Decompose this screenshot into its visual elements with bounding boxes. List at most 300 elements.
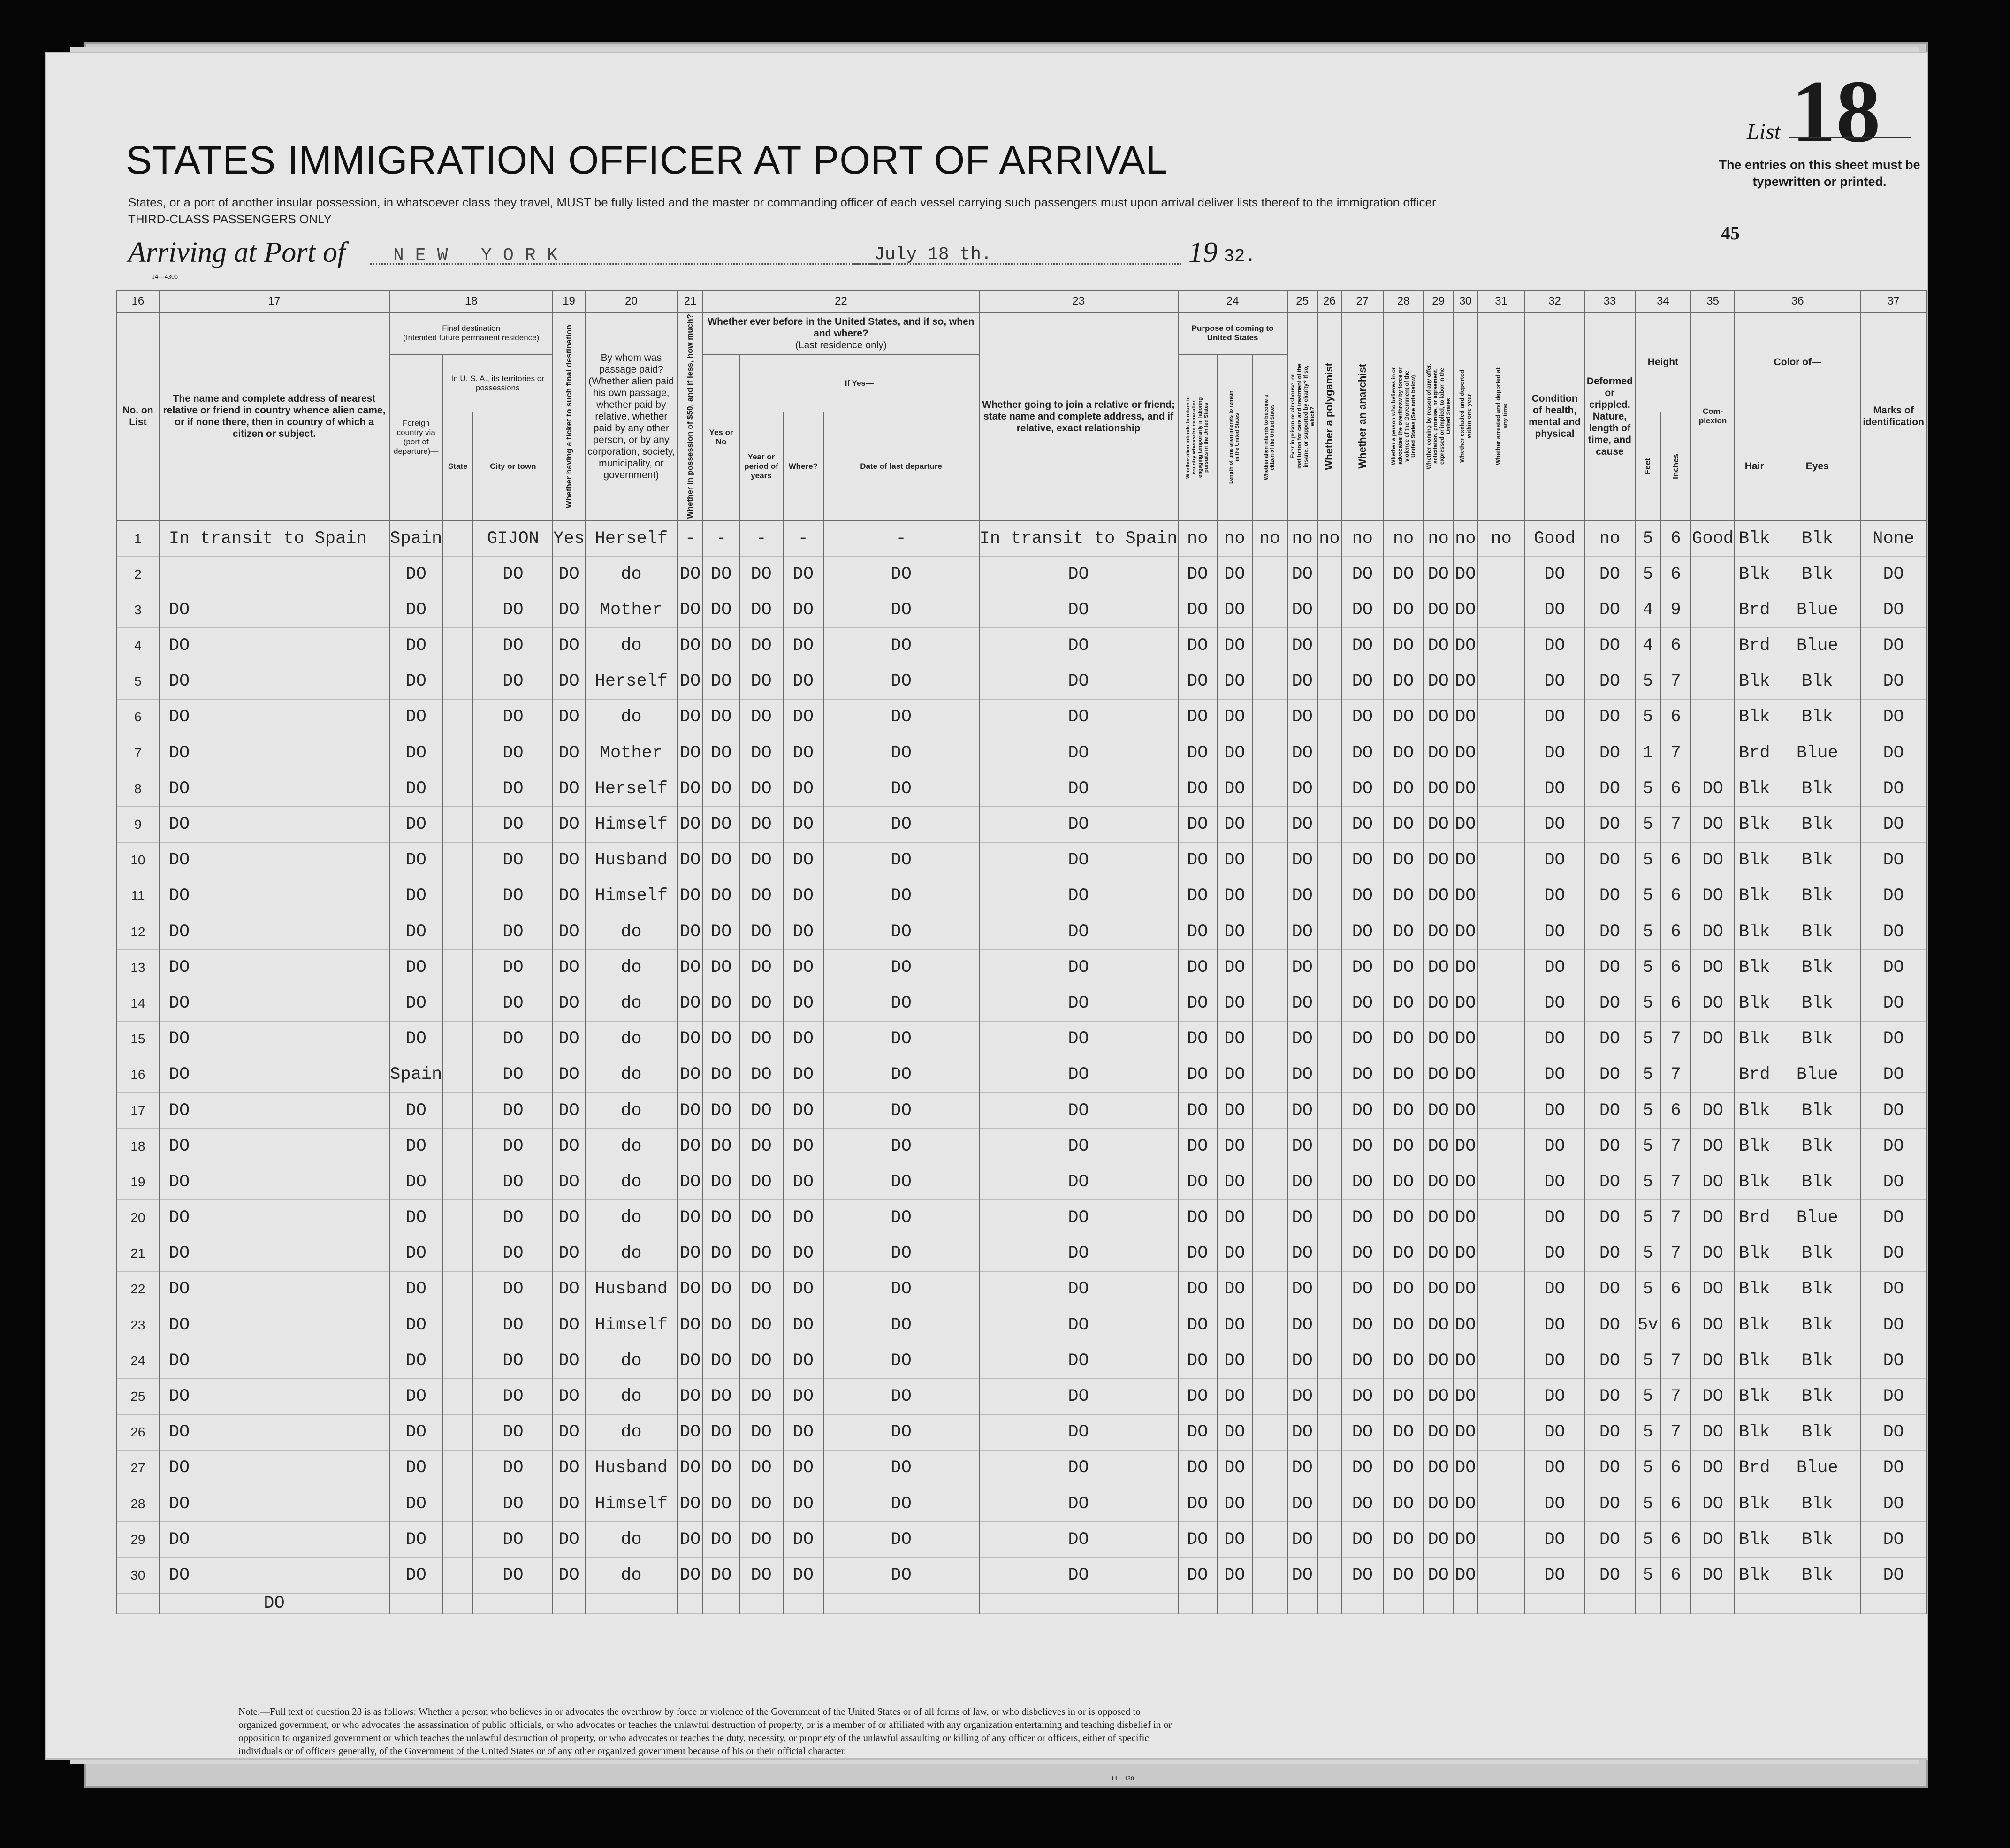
cell-paid-by: do <box>585 1164 678 1200</box>
cell-date-departure: DO <box>823 914 979 949</box>
cell-eyes: Blk <box>1774 842 1860 878</box>
cell-purpose-b: no <box>1217 520 1252 556</box>
header-usa: In U. S. A., its territories or possessions <box>442 354 553 412</box>
cell-excluded: DO <box>1454 771 1477 807</box>
cell-prison: no <box>1287 520 1317 556</box>
cell-inches: 7 <box>1660 1379 1691 1414</box>
cell-hair: Blk <box>1735 1522 1774 1558</box>
cell-arrested <box>1477 1450 1525 1486</box>
cell-overthrow: DO <box>1384 1450 1424 1486</box>
cell-anarchist: DO <box>1341 771 1383 807</box>
cell-polygamist <box>1317 985 1341 1021</box>
cell-contract-labor: DO <box>1424 1057 1454 1092</box>
cell-condition: DO <box>1525 878 1584 914</box>
cell-contract-labor: DO <box>1424 1021 1454 1057</box>
cell-deformed: DO <box>1584 914 1635 949</box>
cell-foreign-country: DO <box>389 1450 442 1486</box>
cell-feet: 5 <box>1635 1129 1660 1164</box>
cell-anarchist: DO <box>1341 1379 1383 1414</box>
cell-complexion: DO <box>1691 1307 1735 1343</box>
cell-excluded: DO <box>1454 1271 1477 1307</box>
header-complexion: Com-plexion <box>1691 312 1735 520</box>
cell-inches: 9 <box>1660 592 1691 628</box>
cell-join-relative: DO <box>979 842 1178 878</box>
cell-purpose-c <box>1252 1021 1287 1057</box>
empty-cell <box>1341 1593 1383 1613</box>
cell-ever-before: DO <box>703 1450 739 1486</box>
cell-state <box>442 699 473 735</box>
header-nearest-relative: The name and complete address of nearest relative or friend in country whence alien came, or if none there, then in country of which a citizen or subject. <box>159 312 389 520</box>
cell-arrested <box>1477 664 1525 699</box>
cell-purpose-b: DO <box>1217 1129 1252 1164</box>
cell-deformed: DO <box>1584 1021 1635 1057</box>
list-label: List <box>1747 119 1781 144</box>
cell-purpose-a: DO <box>1178 914 1217 949</box>
cell-city: DO <box>473 985 553 1021</box>
cell-nearest-relative: DO <box>159 1307 389 1343</box>
cell-year-period: DO <box>739 1092 783 1128</box>
empty-cell <box>739 1593 783 1613</box>
cell-prison: DO <box>1287 1307 1317 1343</box>
cell-marks: DO <box>1860 1236 1926 1271</box>
empty-cell <box>1660 1593 1691 1613</box>
cell-contract-labor: no <box>1424 520 1454 556</box>
cell-deformed: DO <box>1584 1379 1635 1414</box>
cell-hair: Blk <box>1735 1021 1774 1057</box>
cell-anarchist: no <box>1341 520 1383 556</box>
cell-purpose-b: DO <box>1217 1414 1252 1450</box>
cell-inches: 7 <box>1660 1129 1691 1164</box>
cell-state <box>442 1021 473 1057</box>
cell-marks: DO <box>1860 735 1926 771</box>
cell-marks: DO <box>1860 914 1926 949</box>
cell-ticket: DO <box>553 1129 585 1164</box>
header-inches: Inches <box>1660 412 1691 520</box>
cell-paid-by: do <box>585 1021 678 1057</box>
header-hair: Hair <box>1735 412 1774 520</box>
header-final-destination-label: Final destination <box>442 324 501 333</box>
cell-ever-before: DO <box>703 1558 739 1593</box>
form-code: 14—430b <box>152 274 178 281</box>
table-row <box>117 1021 1926 1057</box>
cell-deformed: DO <box>1584 1486 1635 1521</box>
cell-year-period: DO <box>739 592 783 628</box>
cell-contract-labor: DO <box>1424 699 1454 735</box>
cell-condition: DO <box>1525 950 1584 985</box>
table-row <box>117 1092 1926 1128</box>
cell-feet: 4 <box>1635 628 1660 664</box>
cell-condition: DO <box>1525 1057 1584 1092</box>
cell-date-departure: DO <box>823 1307 979 1343</box>
cell-inches: 7 <box>1660 1236 1691 1271</box>
cell-where: - <box>783 520 823 556</box>
cell-prison: DO <box>1287 950 1317 985</box>
cell-nearest-relative: DO <box>159 1092 389 1128</box>
cell-excluded: DO <box>1454 1558 1477 1593</box>
cell-overthrow: DO <box>1384 735 1424 771</box>
cell-purpose-a: DO <box>1178 1522 1217 1558</box>
header-condition: Condition of health, mental and physical <box>1525 312 1584 520</box>
cell-eyes: Blue <box>1774 1200 1860 1236</box>
cell-state <box>442 1450 473 1486</box>
cell-ever-before: DO <box>703 1164 739 1200</box>
cell-nearest-relative: DO <box>159 1343 389 1379</box>
cell-nearest-relative: DO <box>159 735 389 771</box>
cell-join-relative: DO <box>979 1129 1178 1164</box>
header-date-departure: Date of last departure <box>823 412 979 520</box>
cell-marks: DO <box>1860 1558 1926 1593</box>
cell-foreign-country: DO <box>389 1343 442 1379</box>
cell-polygamist <box>1317 628 1341 664</box>
cell-money: DO <box>678 1129 703 1164</box>
cell-prison: DO <box>1287 1164 1317 1200</box>
cell-anarchist: DO <box>1341 1558 1383 1593</box>
cell-hair: Blk <box>1735 1236 1774 1271</box>
cell-hair: Brd <box>1735 1057 1774 1092</box>
cell-ever-before: DO <box>703 592 739 628</box>
cell-foreign-country: Spain <box>389 1057 442 1092</box>
cell-hair: Blk <box>1735 878 1774 914</box>
cell-money: DO <box>678 664 703 699</box>
cell-date-departure: DO <box>823 1450 979 1486</box>
manifest-sheet <box>45 52 1928 1782</box>
cell-condition: DO <box>1525 1021 1584 1057</box>
cell-anarchist: DO <box>1341 592 1383 628</box>
cell-complexion: DO <box>1691 985 1735 1021</box>
cell-nearest-relative: DO <box>159 1379 389 1414</box>
cell-arrested <box>1477 914 1525 949</box>
cell-condition: DO <box>1525 1200 1584 1236</box>
cell-state <box>442 1343 473 1379</box>
header-color-of: Color of— <box>1735 312 1860 412</box>
cell-paid-by: do <box>585 557 678 592</box>
cell-ticket: DO <box>553 1558 585 1593</box>
cell-overthrow: DO <box>1384 1200 1424 1236</box>
cell-contract-labor: DO <box>1424 1307 1454 1343</box>
cell-eyes: Blk <box>1774 1558 1860 1593</box>
cell-purpose-a: DO <box>1178 699 1217 735</box>
table-row <box>117 1057 1926 1092</box>
cell-contract-labor: DO <box>1424 1343 1454 1379</box>
cell-paid-by: do <box>585 1558 678 1593</box>
cell-state <box>442 628 473 664</box>
cell-polygamist <box>1317 1379 1341 1414</box>
cell-inches: 6 <box>1660 914 1691 949</box>
table-row <box>117 950 1926 985</box>
cell-hair: Blk <box>1735 664 1774 699</box>
cell-inches: 7 <box>1660 1164 1691 1200</box>
cell-join-relative: DO <box>979 771 1178 807</box>
cell-anarchist: DO <box>1341 1164 1383 1200</box>
cell-where: DO <box>783 1092 823 1128</box>
cell-ticket: DO <box>553 878 585 914</box>
cell-nearest-relative: In transit to Spain <box>159 520 389 556</box>
cell-paid-by: do <box>585 699 678 735</box>
empty-cell <box>553 1593 585 1613</box>
cell-hair: Brd <box>1735 735 1774 771</box>
cell-join-relative: DO <box>979 985 1178 1021</box>
col-num: 20 <box>585 290 678 312</box>
cell-money: DO <box>678 842 703 878</box>
col-num: 30 <box>1454 290 1477 312</box>
cell-deformed: DO <box>1584 1522 1635 1558</box>
cell-city: DO <box>473 1522 553 1558</box>
cell-inches: 6 <box>1660 985 1691 1021</box>
cell-join-relative: DO <box>979 950 1178 985</box>
cell-purpose-b: DO <box>1217 1558 1252 1593</box>
cell-contract-labor: DO <box>1424 1200 1454 1236</box>
cell-join-relative: DO <box>979 1522 1178 1558</box>
cell-complexion: DO <box>1691 1200 1735 1236</box>
cell-state <box>442 985 473 1021</box>
cell-prison: DO <box>1287 771 1317 807</box>
cell-overthrow: DO <box>1384 592 1424 628</box>
cell-money: DO <box>678 1307 703 1343</box>
cell-polygamist <box>1317 1450 1341 1486</box>
cell-foreign-country: DO <box>389 628 442 664</box>
cell-state <box>442 1200 473 1236</box>
table-row <box>117 1486 1926 1521</box>
cell-hair: Blk <box>1735 1343 1774 1379</box>
row-number: 5 <box>117 664 159 699</box>
cell-complexion: DO <box>1691 1092 1735 1128</box>
cell-excluded: DO <box>1454 1092 1477 1128</box>
cell-arrested <box>1477 1414 1525 1450</box>
cell-eyes: Blk <box>1774 1236 1860 1271</box>
cell-overthrow: DO <box>1384 1236 1424 1271</box>
cell-excluded: DO <box>1454 699 1477 735</box>
cell-marks: DO <box>1860 1486 1926 1521</box>
cell-where: DO <box>783 699 823 735</box>
cell-excluded: DO <box>1454 1414 1477 1450</box>
cell-marks: DO <box>1860 878 1926 914</box>
col-num: 32 <box>1525 290 1584 312</box>
cell-purpose-c <box>1252 557 1287 592</box>
cell-contract-labor: DO <box>1424 950 1454 985</box>
cell-purpose-c <box>1252 1271 1287 1307</box>
header-polygamist: Whether a polygamist <box>1317 312 1341 520</box>
cell-anarchist: DO <box>1341 1414 1383 1450</box>
cell-ever-before: DO <box>703 878 739 914</box>
cell-polygamist <box>1317 1021 1341 1057</box>
row-number: 2 <box>117 557 159 592</box>
cell-eyes: Blk <box>1774 1414 1860 1450</box>
cell-join-relative: DO <box>979 1271 1178 1307</box>
cell-feet: 5 <box>1635 664 1660 699</box>
col-num: 28 <box>1384 290 1424 312</box>
page-title: STATES IMMIGRATION OFFICER AT PORT OF ARRIVAL <box>126 138 1168 182</box>
cell-ever-before: DO <box>703 664 739 699</box>
cell-money: DO <box>678 1343 703 1379</box>
cell-complexion: DO <box>1691 771 1735 807</box>
list-number: 18 <box>1791 62 1881 161</box>
cell-join-relative: In transit to Spain <box>979 520 1178 556</box>
row-number: 6 <box>117 699 159 735</box>
cell-condition: DO <box>1525 1522 1584 1558</box>
cell-contract-labor: DO <box>1424 1129 1454 1164</box>
cell-condition: DO <box>1525 557 1584 592</box>
cell-where: DO <box>783 1057 823 1092</box>
cell-feet: 5 <box>1635 1164 1660 1200</box>
cell-contract-labor: DO <box>1424 1092 1454 1128</box>
cell-purpose-a: DO <box>1178 985 1217 1021</box>
cell-overthrow: DO <box>1384 1092 1424 1128</box>
cell-prison: DO <box>1287 985 1317 1021</box>
cell-purpose-c <box>1252 664 1287 699</box>
cell-marks: DO <box>1860 1271 1926 1307</box>
row-number: 14 <box>117 985 159 1021</box>
cell-purpose-c <box>1252 807 1287 842</box>
cell-join-relative: DO <box>979 1057 1178 1092</box>
cell-polygamist <box>1317 950 1341 985</box>
cell-prison: DO <box>1287 1486 1317 1521</box>
cell-date-departure: DO <box>823 699 979 735</box>
footer-note: Note.—Full text of question 28 is as follows: Whether a person who believes in or advocates the overthrow by force or violence of the Government of the United States or of all forms of law, or who disbelieves in or is opposed to organized government, or who advocates the assassination of public officials, or who advocates or teaches the unlawful destruction of property, or is a member of or affiliated with any organization entertaining and teaching disbelief in or opposition to organized government or which teaches the unlawful destruction of property, or who advocates or teaches the duty, necessity, or propriety of the unlawful assaulting or killing of any officer or officers, either of specific individuals or of officers generally, of the Government of the United States or of any other organized government because of his or their official character. <box>238 1706 1172 1756</box>
cell-purpose-a: DO <box>1178 1343 1217 1379</box>
cell-hair: Blk <box>1735 699 1774 735</box>
cell-ticket: DO <box>553 1379 585 1414</box>
cell-where: DO <box>783 592 823 628</box>
header-paid-by-label: By whom was passage paid? <box>599 352 663 375</box>
row-number: 16 <box>117 1057 159 1092</box>
cell-inches: 6 <box>1660 628 1691 664</box>
cell-marks: DO <box>1860 1164 1926 1200</box>
cell-contract-labor: DO <box>1424 1379 1454 1414</box>
header-paid-by-note: (Whether alien paid his own passage, whether paid by relative, whether paid by any other person, or by any corporation, society, municipality, or government) <box>587 375 675 481</box>
cell-ticket: DO <box>553 985 585 1021</box>
cell-eyes: Blk <box>1774 1271 1860 1307</box>
cell-where: DO <box>783 950 823 985</box>
row-number: 1 <box>117 520 159 556</box>
cell-eyes: Blk <box>1774 1307 1860 1343</box>
row-number: 23 <box>117 1307 159 1343</box>
cell-overthrow: DO <box>1384 1057 1424 1092</box>
cell-year-period: DO <box>739 1343 783 1379</box>
cell-polygamist <box>1317 664 1341 699</box>
cell-purpose-a: DO <box>1178 807 1217 842</box>
cell-money: DO <box>678 1414 703 1450</box>
cell-hair: Blk <box>1735 1271 1774 1307</box>
cell-nearest-relative: DO <box>159 1558 389 1593</box>
empty-cell <box>1424 1593 1454 1613</box>
cell-arrested <box>1477 1236 1525 1271</box>
cell-nearest-relative: DO <box>159 1271 389 1307</box>
row-number: 22 <box>117 1271 159 1307</box>
cell-hair: Brd <box>1735 1200 1774 1236</box>
cell-excluded: DO <box>1454 1164 1477 1200</box>
cell-anarchist: DO <box>1341 1021 1383 1057</box>
arrival-date: July 18 th. <box>874 244 992 265</box>
cell-purpose-b: DO <box>1217 1164 1252 1200</box>
cell-arrested <box>1477 807 1525 842</box>
cell-eyes: Blk <box>1774 699 1860 735</box>
cell-money: DO <box>678 1522 703 1558</box>
cell-excluded: DO <box>1454 1307 1477 1343</box>
cell-purpose-c <box>1252 1522 1287 1558</box>
cell-foreign-country: DO <box>389 557 442 592</box>
cell-complexion: DO <box>1691 1129 1735 1164</box>
cell-money: DO <box>678 1271 703 1307</box>
cell-feet: 5 <box>1635 699 1660 735</box>
cell-ever-before: DO <box>703 842 739 878</box>
cell-polygamist <box>1317 1092 1341 1128</box>
cell-excluded: DO <box>1454 557 1477 592</box>
cell-ever-before: DO <box>703 807 739 842</box>
cell-purpose-a: DO <box>1178 1092 1217 1128</box>
row-number: 7 <box>117 735 159 771</box>
cell-prison: DO <box>1287 1558 1317 1593</box>
cell-arrested <box>1477 1200 1525 1236</box>
cell-date-departure: DO <box>823 1164 979 1200</box>
empty-cell <box>585 1593 678 1613</box>
cell-purpose-a: DO <box>1178 1414 1217 1450</box>
cell-state <box>442 557 473 592</box>
cell-anarchist: DO <box>1341 950 1383 985</box>
cell-eyes: Blk <box>1774 520 1860 556</box>
cell-date-departure: DO <box>823 1379 979 1414</box>
cell-money: DO <box>678 699 703 735</box>
cell-condition: DO <box>1525 985 1584 1021</box>
cell-foreign-country: DO <box>389 1129 442 1164</box>
cell-money: DO <box>678 1236 703 1271</box>
cell-date-departure: DO <box>823 592 979 628</box>
cell-date-departure: DO <box>823 1021 979 1057</box>
cell-year-period: DO <box>739 628 783 664</box>
cell-polygamist <box>1317 1343 1341 1379</box>
row-number: 15 <box>117 1021 159 1057</box>
cell-contract-labor: DO <box>1424 1271 1454 1307</box>
cell-eyes: Blk <box>1774 985 1860 1021</box>
col-num: 27 <box>1341 290 1383 312</box>
cell-prison: DO <box>1287 1522 1317 1558</box>
col-num: 26 <box>1317 290 1341 312</box>
cell-join-relative: DO <box>979 878 1178 914</box>
cell-hair: Blk <box>1735 771 1774 807</box>
cell-purpose-a: DO <box>1178 1307 1217 1343</box>
cell-nearest-relative: DO <box>159 1522 389 1558</box>
cell-prison: DO <box>1287 878 1317 914</box>
cell-polygamist <box>1317 735 1341 771</box>
cell-purpose-c <box>1252 1307 1287 1343</box>
instructions-text: States, or a port of another insular possession, in whatsoever class they travel, MUST be fully listed and the master or commanding officer of each vessel carrying such passengers must upon arrival deliver lists thereof to the immigration officer <box>128 195 1436 209</box>
col-num: 21 <box>678 290 703 312</box>
cell-join-relative: DO <box>979 914 1178 949</box>
cell-foreign-country: Spain <box>389 520 442 556</box>
header-purpose-a: Whether alien intends to return to country whence he came after engaging temporarily in laboring pursuits in the United States <box>1178 354 1217 520</box>
cell-eyes: Blk <box>1774 1343 1860 1379</box>
cell-city: DO <box>473 1200 553 1236</box>
cell-ticket: Yes <box>553 520 585 556</box>
cell-polygamist <box>1317 699 1341 735</box>
cell-ever-before: - <box>703 520 739 556</box>
col-num: 23 <box>979 290 1178 312</box>
header-no-on-list: No. on List <box>117 312 159 520</box>
header-deformed: Deformed or crippled. Nature, length of time, and cause <box>1584 312 1635 520</box>
empty-cell <box>442 1593 473 1613</box>
cell-overthrow: DO <box>1384 628 1424 664</box>
cell-polygamist <box>1317 1164 1341 1200</box>
cell-year-period: DO <box>739 557 783 592</box>
cell-condition: DO <box>1525 1271 1584 1307</box>
cell-year-period: DO <box>739 878 783 914</box>
cell-overthrow: DO <box>1384 1522 1424 1558</box>
header-ticket: Whether having a ticket to such final destination <box>553 312 585 520</box>
cell-deformed: DO <box>1584 878 1635 914</box>
cell-anarchist: DO <box>1341 699 1383 735</box>
cell-paid-by: Himself <box>585 878 678 914</box>
cell-city: DO <box>473 1092 553 1128</box>
cell-foreign-country: DO <box>389 807 442 842</box>
